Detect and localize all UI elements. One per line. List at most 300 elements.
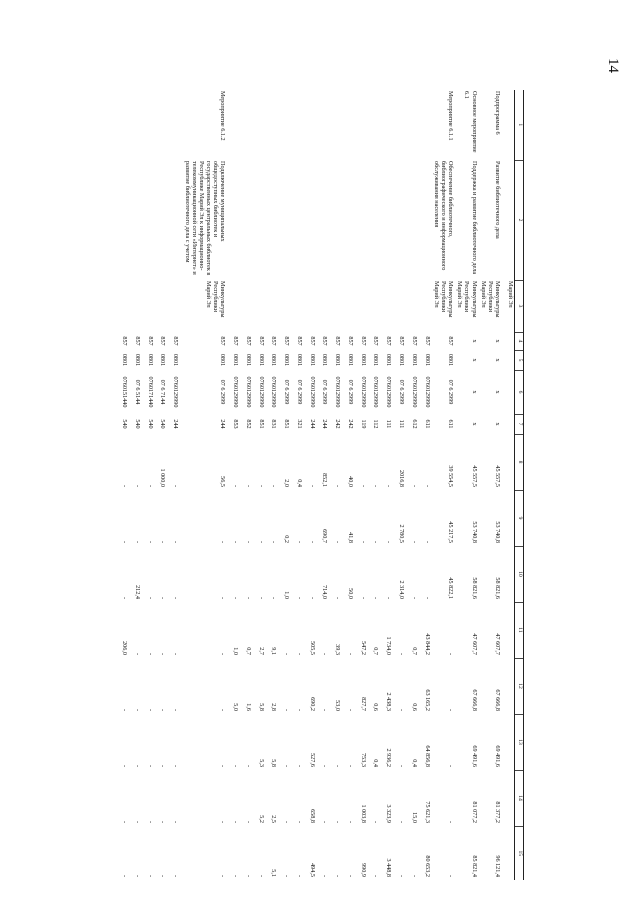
table-row xyxy=(418,90,431,880)
amount-cell: - xyxy=(133,708,141,711)
amount-cell: 75 621,3 xyxy=(423,801,431,823)
amount-cell: - xyxy=(398,874,405,877)
budget-code-cell: 07 6 2999 xyxy=(398,379,405,405)
table-row xyxy=(303,90,316,880)
amount-cell: 0,7 xyxy=(244,647,252,655)
program-name-cell: Развитие библиотечного дела xyxy=(494,161,502,239)
amount-cell: - xyxy=(121,874,129,877)
column-number-header: 8 xyxy=(515,434,524,490)
budget-code-cell: 831 xyxy=(270,419,278,429)
amount-cell: - xyxy=(346,874,354,877)
column-number-header: 13 xyxy=(515,714,524,770)
budget-code-cell: х xyxy=(470,339,478,343)
amount-cell: - xyxy=(359,484,367,487)
executor-cell xyxy=(277,280,290,332)
table-row xyxy=(379,90,392,880)
budget-code-cell: 857 xyxy=(283,336,291,346)
table-row xyxy=(154,90,167,880)
amount-cell: - xyxy=(257,596,265,599)
amount-cell: 81 377,2 xyxy=(494,801,502,823)
budget-code-cell: х xyxy=(494,422,502,426)
amount-cell: 40,0 xyxy=(346,476,354,487)
amount-cell: - xyxy=(295,540,303,543)
amount-cell: - xyxy=(346,820,354,823)
budget-code-cell: 0760129990 xyxy=(172,376,180,408)
table-row xyxy=(141,90,154,880)
executor-cell: Минкультуры Республики Марий Эл xyxy=(456,281,478,318)
budget-code-cell: 0760129990 xyxy=(410,376,418,408)
budget-code-cell: 244 xyxy=(172,419,180,429)
amount-cell: 47 607,7 xyxy=(494,633,502,655)
amount-cell: 9,1 xyxy=(270,647,278,655)
amount-cell: - xyxy=(295,596,303,599)
budget-code-cell: х xyxy=(470,390,478,394)
amount-cell: - xyxy=(334,484,342,487)
budget-code-cell: 857 xyxy=(334,336,342,346)
amount-cell: - xyxy=(423,484,431,487)
amount-cell: 0,6 xyxy=(372,703,380,711)
program-code-cell xyxy=(501,90,514,160)
amount-cell: 45 557,5 xyxy=(494,465,502,487)
amount-cell: - xyxy=(172,484,180,487)
amount-cell: - xyxy=(372,596,380,599)
budget-code-cell: 540 xyxy=(121,419,129,429)
amount-cell: 0,7 xyxy=(372,647,380,655)
budget-code-cell: 07 6 7144 xyxy=(159,379,167,405)
program-name-cell xyxy=(290,160,303,280)
executor-cell xyxy=(303,280,316,332)
amount-cell: 690,7 xyxy=(321,529,329,543)
budget-code-cell: 07 6 2999 xyxy=(283,379,291,405)
program-code-cell xyxy=(418,90,431,160)
amount-cell: 5,1 xyxy=(270,869,278,877)
budget-code-cell: 0760129990 xyxy=(308,376,316,408)
amount-cell: 85 821,4 xyxy=(470,855,478,877)
amount-cell: 1,0 xyxy=(232,647,240,655)
amount-cell: - xyxy=(295,652,303,655)
table-row xyxy=(354,90,367,880)
column-number-header: 6 xyxy=(515,370,524,414)
amount-cell: - xyxy=(385,484,393,487)
amount-cell: - xyxy=(410,484,418,487)
amount-cell: - xyxy=(232,596,240,599)
amount-cell xyxy=(501,546,514,602)
amount-cell: 206,0 xyxy=(121,641,129,655)
amount-cell: - xyxy=(146,484,154,487)
amount-cell: 45 822,1 xyxy=(447,577,455,599)
amount-cell: 2 438,3 xyxy=(385,692,393,711)
amount-cell: 45 217,5 xyxy=(447,521,455,543)
budget-code-cell: 852 xyxy=(244,419,252,429)
amount-cell: - xyxy=(308,540,316,543)
budget-code-cell: 0801 xyxy=(121,353,129,367)
amount-cell xyxy=(501,434,514,490)
budget-code-cell: 857 xyxy=(359,336,367,346)
amount-cell: - xyxy=(334,596,342,599)
program-name-cell: Подключение муниципальных общедоступных библиотек и государственных центральных библиотек в Республике Марий Эл к информационно-телекоммуникационной сети «Интернет» и развитие библиотечного дела с учетом xyxy=(183,161,227,276)
budget-code-cell: 0801 xyxy=(308,353,316,367)
program-code-cell xyxy=(265,90,278,160)
amount-cell: - xyxy=(133,540,141,543)
amount-cell: - xyxy=(321,708,329,711)
budget-code-cell: 0760129990 xyxy=(372,376,380,408)
table-row xyxy=(115,90,128,880)
executor-cell: Марий Эл xyxy=(507,281,514,308)
amount-cell: 1,6 xyxy=(244,703,252,711)
amount-cell: - xyxy=(270,596,278,599)
budget-code-cell: 540 xyxy=(159,419,167,429)
budget-code-cell: 857 xyxy=(385,336,393,346)
budget-code-cell: 0801 xyxy=(398,353,405,367)
budget-code-cell: 857 xyxy=(133,336,141,346)
budget-code-cell: х xyxy=(470,358,478,362)
program-code-cell xyxy=(316,90,329,160)
amount-cell: - xyxy=(283,820,291,823)
executor-cell xyxy=(328,280,341,332)
amount-cell: - xyxy=(121,596,129,599)
program-name-cell xyxy=(154,160,167,280)
amount-cell: - xyxy=(172,652,180,655)
amount-cell: - xyxy=(372,540,380,543)
amount-cell: 2,8 xyxy=(270,703,278,711)
program-code-cell xyxy=(405,90,418,160)
budget-code-cell: 857 xyxy=(146,336,154,346)
amount-cell: 2 780,5 xyxy=(398,524,405,543)
amount-cell: - xyxy=(321,820,329,823)
amount-cell: - xyxy=(159,652,167,655)
executor-cell xyxy=(252,280,265,332)
amount-cell: 67 666,8 xyxy=(470,689,478,711)
amount-cell: 1 003,8 xyxy=(359,804,367,823)
program-name-cell xyxy=(239,160,252,280)
amount-cell: - xyxy=(244,596,252,599)
budget-code-cell: 0801 xyxy=(359,353,367,367)
program-code-cell xyxy=(341,90,354,160)
budget-code-cell: 0760129990 xyxy=(385,376,393,408)
table-row xyxy=(277,90,290,880)
program-name-cell xyxy=(166,160,179,280)
program-code-cell xyxy=(252,90,265,160)
program-name-cell xyxy=(341,160,354,280)
amount-cell: - xyxy=(410,596,418,599)
budget-code-cell: 0801 xyxy=(146,353,154,367)
program-code-cell: Мероприятие 6.1.2 xyxy=(219,91,227,141)
amount-cell: 5,2 xyxy=(257,815,265,823)
budget-code-cell: 540 xyxy=(133,419,141,429)
program-code-cell: Подпрограмма 6 xyxy=(494,91,502,135)
budget-code-cell: 07 6 2999 xyxy=(219,379,227,405)
amount-cell: 80 653,2 xyxy=(423,855,431,877)
budget-code-cell: 111 xyxy=(385,419,393,429)
budget-code-cell: 0760129990 xyxy=(359,376,367,408)
amount-cell: 5,8 xyxy=(257,703,265,711)
column-number-row xyxy=(515,90,524,880)
amount-cell: 0,2 xyxy=(283,535,291,543)
amount-cell: - xyxy=(295,820,303,823)
program-name-cell xyxy=(316,160,329,280)
budget-code-cell: 857 xyxy=(295,336,303,346)
amount-cell: - xyxy=(146,596,154,599)
budget-code-cell: х xyxy=(494,390,502,394)
column-number-header: 10 xyxy=(515,546,524,602)
budget-code-cell: 611 xyxy=(447,419,455,429)
amount-cell: 64 856,8 xyxy=(423,745,431,767)
budget-code-cell: 0801 xyxy=(283,353,291,367)
amount-cell: - xyxy=(398,652,405,655)
amount-cell: - xyxy=(308,484,316,487)
amount-cell: - xyxy=(232,764,240,767)
table-row xyxy=(290,90,303,880)
amount-cell: 47 607,7 xyxy=(470,633,478,655)
amount-cell: - xyxy=(172,596,180,599)
amount-cell: 1 000,0 xyxy=(159,468,167,487)
program-name-cell xyxy=(328,160,341,280)
budget-code-cell: 07 6 2999 xyxy=(346,379,354,405)
program-code-cell xyxy=(367,90,380,160)
amount-cell: 1 734,0 xyxy=(385,636,393,655)
executor-cell xyxy=(341,280,354,332)
budget-code-cell: 857 xyxy=(321,336,329,346)
table-row xyxy=(316,90,329,880)
amount-cell: - xyxy=(321,652,329,655)
amount-cell: 212,4 xyxy=(133,585,141,599)
program-code-cell xyxy=(354,90,367,160)
budget-code-cell: 244 xyxy=(321,419,329,429)
amount-cell: - xyxy=(244,484,252,487)
budget-code-cell: 07 6 5144 xyxy=(133,379,141,405)
amount-cell: 1,0 xyxy=(283,591,291,599)
amount-cell: - xyxy=(447,764,455,767)
amount-cell: - xyxy=(295,764,303,767)
table-row xyxy=(454,90,478,880)
budget-code-cell: 857 xyxy=(308,336,316,346)
amount-cell: - xyxy=(334,874,342,877)
amount-cell: - xyxy=(308,596,316,599)
amount-cell: 58 821,6 xyxy=(494,577,502,599)
budget-code-cell: 0801 xyxy=(172,353,180,367)
amount-cell: 0,6 xyxy=(410,703,418,711)
budget-code-cell: 0801 xyxy=(334,353,342,367)
amount-cell: 2 314,0 xyxy=(398,580,405,599)
amount-cell: - xyxy=(159,764,167,767)
table-row xyxy=(252,90,265,880)
amount-cell: - xyxy=(321,874,329,877)
amount-cell: - xyxy=(283,874,291,877)
amount-cell: 494,5 xyxy=(308,863,316,877)
table-row xyxy=(341,90,354,880)
amount-cell: 505,5 xyxy=(308,641,316,655)
program-code-cell xyxy=(154,90,167,160)
amount-cell: - xyxy=(146,820,154,823)
amount-cell: - xyxy=(232,484,240,487)
amount-cell: - xyxy=(244,764,252,767)
amount-cell: - xyxy=(159,874,167,877)
amount-cell: - xyxy=(219,820,227,823)
amount-cell: - xyxy=(334,540,342,543)
table-row xyxy=(239,90,252,880)
program-code-cell xyxy=(128,90,141,160)
budget-code-cell: 0801 xyxy=(423,353,431,367)
program-name-cell xyxy=(252,160,265,280)
budget-code-cell: х xyxy=(470,422,478,426)
program-name-cell xyxy=(379,160,392,280)
executor-cell xyxy=(141,280,154,332)
budget-code-cell: 0801 xyxy=(159,353,167,367)
amount-cell: - xyxy=(121,540,129,543)
executor-cell xyxy=(290,280,303,332)
amount-cell: 50,0 xyxy=(346,588,354,599)
budget-code-cell: 0760129990 xyxy=(334,376,342,408)
amount-cell: 690,2 xyxy=(308,697,316,711)
column-number-header: 2 xyxy=(515,160,524,280)
budget-code-cell: 857 xyxy=(159,336,167,346)
table-row xyxy=(328,90,341,880)
amount-cell: 0,4 xyxy=(295,479,303,487)
budget-code-cell: 0760129990 xyxy=(232,376,240,408)
amount-cell: 63 165,2 xyxy=(423,689,431,711)
budget-code-cell: 857 xyxy=(398,336,405,346)
column-number-header: 1 xyxy=(515,90,524,160)
amount-cell: 5,8 xyxy=(270,759,278,767)
executor-cell: Минкультуры Республики Марий Эл xyxy=(432,281,455,318)
program-code-cell xyxy=(239,90,252,160)
amount-cell: - xyxy=(359,540,367,543)
budget-code-cell: 0801 xyxy=(232,353,240,367)
budget-code-cell: 0760171440 xyxy=(146,376,154,408)
program-name-cell xyxy=(141,160,154,280)
budget-code-cell xyxy=(501,332,514,350)
amount-cell xyxy=(501,658,514,714)
budget-code-cell: 0801 xyxy=(295,353,303,367)
budget-code-cell xyxy=(501,414,514,434)
amount-cell: 547,2 xyxy=(359,641,367,655)
amount-cell: - xyxy=(447,820,455,823)
table-row xyxy=(265,90,278,880)
executor-cell xyxy=(418,280,431,332)
amount-cell: 3 448,8 xyxy=(385,858,393,877)
budget-code-cell: 0801 xyxy=(270,353,278,367)
amount-cell: - xyxy=(146,708,154,711)
program-name-cell xyxy=(405,160,418,280)
amount-cell: 67 666,8 xyxy=(494,689,502,711)
amount-cell: 5,0 xyxy=(232,703,240,711)
amount-cell: - xyxy=(334,764,342,767)
budget-code-cell: 851 xyxy=(257,419,265,429)
amount-cell: - xyxy=(146,652,154,655)
table-row xyxy=(392,90,405,880)
budget-code-cell: 111 xyxy=(398,419,405,429)
program-code-cell xyxy=(141,90,154,160)
column-number-header: 11 xyxy=(515,602,524,658)
column-number-header: 7 xyxy=(515,414,524,434)
budget-code-cell: 242 xyxy=(346,419,354,429)
program-code-cell xyxy=(328,90,341,160)
amount-cell: 2,7 xyxy=(257,647,265,655)
column-number-header: 5 xyxy=(515,350,524,370)
amount-cell: - xyxy=(321,764,329,767)
amount-cell: 0,4 xyxy=(410,759,418,767)
column-number-header: 3 xyxy=(515,280,524,332)
executor-cell xyxy=(392,280,405,332)
amount-cell: - xyxy=(159,540,167,543)
amount-cell: 58 821,6 xyxy=(470,577,478,599)
program-name-cell xyxy=(115,160,128,280)
program-name-cell xyxy=(277,160,290,280)
amount-cell: - xyxy=(359,596,367,599)
amount-cell: - xyxy=(244,874,252,877)
budget-code-cell: 857 xyxy=(410,336,418,346)
budget-code-cell: 857 xyxy=(232,336,240,346)
amount-cell: - xyxy=(146,874,154,877)
budget-code-cell: 857 xyxy=(219,336,227,346)
column-number-header: 14 xyxy=(515,770,524,826)
amount-cell: - xyxy=(219,540,227,543)
amount-cell: - xyxy=(172,820,180,823)
budget-code-cell: х xyxy=(494,339,502,343)
amount-cell: - xyxy=(372,484,380,487)
program-code-cell xyxy=(290,90,303,160)
table-row xyxy=(226,90,239,880)
table-row xyxy=(166,90,179,880)
program-name-cell xyxy=(128,160,141,280)
executor-cell xyxy=(379,280,392,332)
amount-cell xyxy=(501,714,514,770)
budget-code-cell: 0760129990 xyxy=(270,376,278,408)
amount-cell xyxy=(501,770,514,826)
budget-code-cell: 244 xyxy=(219,419,227,429)
executor-cell xyxy=(154,280,167,332)
amount-cell: - xyxy=(219,874,227,877)
amount-cell: - xyxy=(398,764,405,767)
amount-cell: - xyxy=(121,764,129,767)
program-name-cell xyxy=(367,160,380,280)
executor-cell: Минкультуры Республики Марий Эл xyxy=(479,281,502,318)
budget-code-cell: 242 xyxy=(334,419,342,429)
program-name-cell: Обеспечение библиотечного, библиографического и информационного обслуживания населения xyxy=(432,161,455,271)
amount-cell: - xyxy=(346,764,354,767)
program-code-cell xyxy=(392,90,405,160)
executor-cell xyxy=(265,280,278,332)
program-code-cell xyxy=(115,90,128,160)
program-name-cell: Поддержка и развитие библиотечного дела xyxy=(470,161,478,275)
budget-code-cell: 0801 xyxy=(410,353,418,367)
table-row xyxy=(179,90,226,880)
amount-cell: 753,3 xyxy=(359,753,367,767)
budget-code-cell: 857 xyxy=(346,336,354,346)
amount-cell: - xyxy=(295,708,303,711)
amount-cell: - xyxy=(385,596,393,599)
amount-cell: - xyxy=(219,652,227,655)
budget-code-cell: 321 xyxy=(295,419,303,429)
budget-code-cell: 0801 xyxy=(219,353,227,367)
budget-code-cell: 112 xyxy=(372,419,380,429)
budget-code-cell: 0760151440 xyxy=(121,376,129,408)
amount-cell: - xyxy=(447,874,455,877)
table-row xyxy=(405,90,418,880)
budget-code-cell: 857 xyxy=(423,336,431,346)
budget-code-cell: 612 xyxy=(410,419,418,429)
budget-code-cell: 0801 xyxy=(244,353,252,367)
amount-cell: - xyxy=(447,652,455,655)
executor-cell xyxy=(166,280,179,332)
amount-cell: - xyxy=(133,874,141,877)
program-code-cell xyxy=(303,90,316,160)
budget-code-cell: 0801 xyxy=(321,353,329,367)
amount-cell: - xyxy=(295,874,303,877)
executor-cell xyxy=(239,280,252,332)
executor-cell xyxy=(226,280,239,332)
column-number-header: 15 xyxy=(515,826,524,880)
